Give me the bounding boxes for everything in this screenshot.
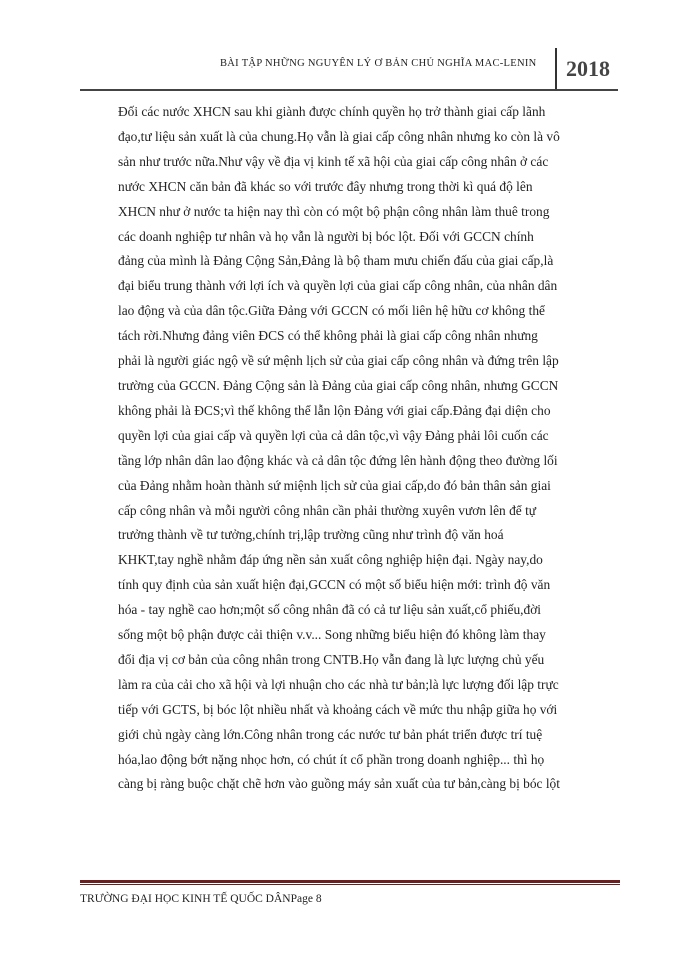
body-line: phải là người giác ngộ về sứ mệnh lịch sử của giai cấp công nhân và đứng trên lập (118, 353, 559, 369)
footer-rule-thin (80, 884, 620, 885)
footer-rule (80, 880, 620, 883)
body-line: của Đảng nhằm hoàn thành sứ miệnh lịch sử của giai cấp,do đó bản thân sản giai (118, 477, 551, 493)
body-line: làm ra của cải cho xã hội và lợi nhuận cho các nhà tư bản;là lực lượng đối lập trực (118, 676, 559, 692)
body-line: các doanh nghiệp tư nhân và họ vẫn là người bị bóc lột. Đối với GCCN chính (118, 228, 534, 244)
body-line: tính quy định của sản xuất hiện đại,GCCN có một số biểu hiện mới: trình độ văn (118, 577, 551, 593)
page-number: Page 8 (290, 893, 322, 905)
body-line: đạo,tư liệu sản xuất là của chung.Họ vẫn là giai cấp công nhân nhưng ko còn là vô (118, 128, 560, 144)
body-line: Đối các nước XHCN sau khi giành được chính quyền họ trở thành giai cấp lãnh (118, 104, 546, 119)
body-line: hóa - tay nghề cao hơn;một số công nhân đã có cả tư liệu sản xuất,cổ phiếu,đời (118, 602, 542, 618)
body-line: sản như trước nữa.Như vậy về địa vị kinh tế xã hội của giai cấp công nhân ở các (118, 153, 549, 169)
body-line: trưởng thành về tư tưởng,chính trị,lập trường cũng như trình độ văn hoá (118, 527, 504, 543)
body-line: quyền lợi của giai cấp và quyền lợi của cả dân tộc,vì vậy Đảng phải lôi cuốn các (118, 427, 549, 443)
body-line: giới chủ ngày càng lớn.Công nhân trong các nước tư bản phát triển được trí tuệ (118, 726, 543, 742)
body-line: cấp công nhân và mỗi người công nhân cần phải thường xuyên vươn lên để tự (118, 502, 537, 518)
page-header (0, 0, 700, 95)
body-line: càng bị ràng buộc chặt chẽ hơn vào guồng máy sản xuất của tư bản,càng bị bóc lột (118, 776, 560, 792)
header-rule (80, 89, 618, 91)
footer-school: TRƯỜNG ĐẠI HỌC KINH TẾ QUỐC DÂN (80, 893, 291, 905)
body-line: tách rời.Nhưng đảng viên ĐCS có thể không phải là giai cấp công nhân nhưng (118, 328, 538, 344)
page-footer (80, 893, 322, 905)
body-line: sống một bộ phận được cải thiện v.v... Song những biểu hiện đó không làm thay (118, 627, 546, 643)
body-line: hóa,lao động bớt nặng nhọc hơn, có chút ít cổ phần trong doanh nghiệp... thì họ (118, 751, 545, 767)
body-line: lao động và của dân tộc.Giữa Đảng với GCCN có mối liên hệ hữu cơ không thể (118, 303, 545, 319)
header-divider (555, 48, 557, 90)
body-line: đảng của mình là Đảng Cộng Sản,Đảng là bộ tham mưu chiến đấu của giai cấp,là (118, 253, 554, 269)
body-line: không phải là ĐCS;vì thế không thể lẫn lộn Đảng với giai cấp.Đảng đại diện cho (118, 402, 551, 418)
body-line: trường của GCCN. Đảng Cộng sản là Đảng của giai cấp công nhân, nhưng GCCN (118, 377, 559, 393)
body-line: đổi địa vị cơ bản của công nhân trong CNTB.Họ vẫn đang là lực lượng chủ yếu (118, 651, 545, 667)
body-paragraph (118, 100, 620, 797)
body-line: tầng lớp nhân dân lao động khác và cả dân tộc đứng lên hành động theo đường lối (118, 452, 558, 468)
header-year: 2018 (566, 56, 610, 81)
body-line: đại biểu trung thành với lợi ích và quyền lợi của giai cấp công nhân, của nhân dân (118, 278, 558, 294)
body-line: XHCN như ở nước ta hiện nay thì còn có một bộ phận công nhân làm thuê trong (118, 203, 550, 219)
body-line: KHKT,tay nghề nhằm đáp ứng nền sản xuất công nghiệp hiện đại. Ngày nay,do (118, 552, 543, 568)
header-title: BÀI TẬP NHỮNG NGUYÊN LÝ Ơ BẢN CHỦ NGHĨA MAC-LENIN (220, 58, 537, 69)
body-line: tiếp với GCTS, bị bóc lột nhiều nhất và khoảng cách về mức thu nhập giữa họ với (118, 701, 558, 717)
body-line: nước XHCN căn bản đã khác so với trước đây nhưng trong thời kì quá độ lên (118, 178, 533, 194)
